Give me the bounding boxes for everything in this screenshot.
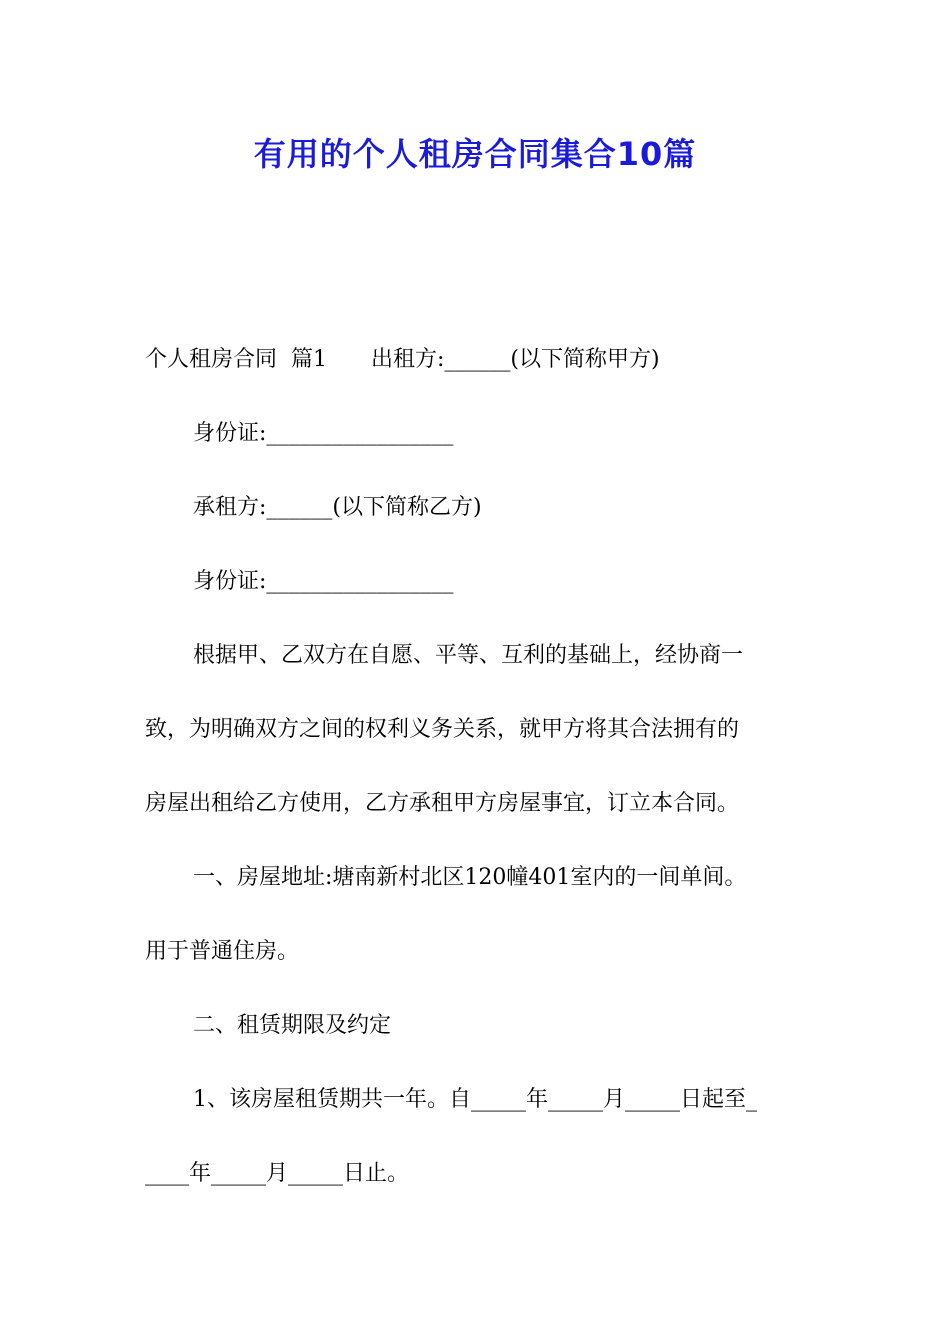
paragraph-line: 房屋出租给乙方使用，乙方承租甲方房屋事宜，订立本合同。 [145, 791, 740, 816]
document-body [145, 336, 810, 1224]
paragraph-line: 根据甲、乙双方在自愿、平等、互利的基础上，经协商一 [193, 643, 744, 668]
clause-term-line: ____年_____月_____日止。 [145, 1161, 410, 1186]
paragraph-line: 致，为明确双方之间的权利义务关系，就甲方将其合法拥有的 [145, 717, 740, 742]
lessor-id-field: 身份证:_________________ [193, 421, 454, 446]
clause-address-line: 用于普通住房。 [145, 939, 300, 964]
document-title: 有用的个人租房合同集合10篇 [253, 135, 697, 173]
lessee-field: 承租方:______(以下简称乙方) [193, 495, 482, 520]
lessee-id-field: 身份证:_________________ [193, 569, 454, 594]
clause-heading: 二、租赁期限及约定 [193, 1013, 392, 1038]
lessor-field: 出租方:______(以下简称甲方) [370, 347, 660, 372]
contract-heading-line [145, 336, 810, 410]
clause-term-line: 1、该房屋租赁期共一年。自_____年_____月_____日起至_ [193, 1087, 757, 1112]
contract-section-label: 个人租房合同 篇1 [145, 347, 327, 372]
clause-address-line: 一、房屋地址:塘南新村北区120幢401室内的一间单间。 [193, 865, 747, 890]
